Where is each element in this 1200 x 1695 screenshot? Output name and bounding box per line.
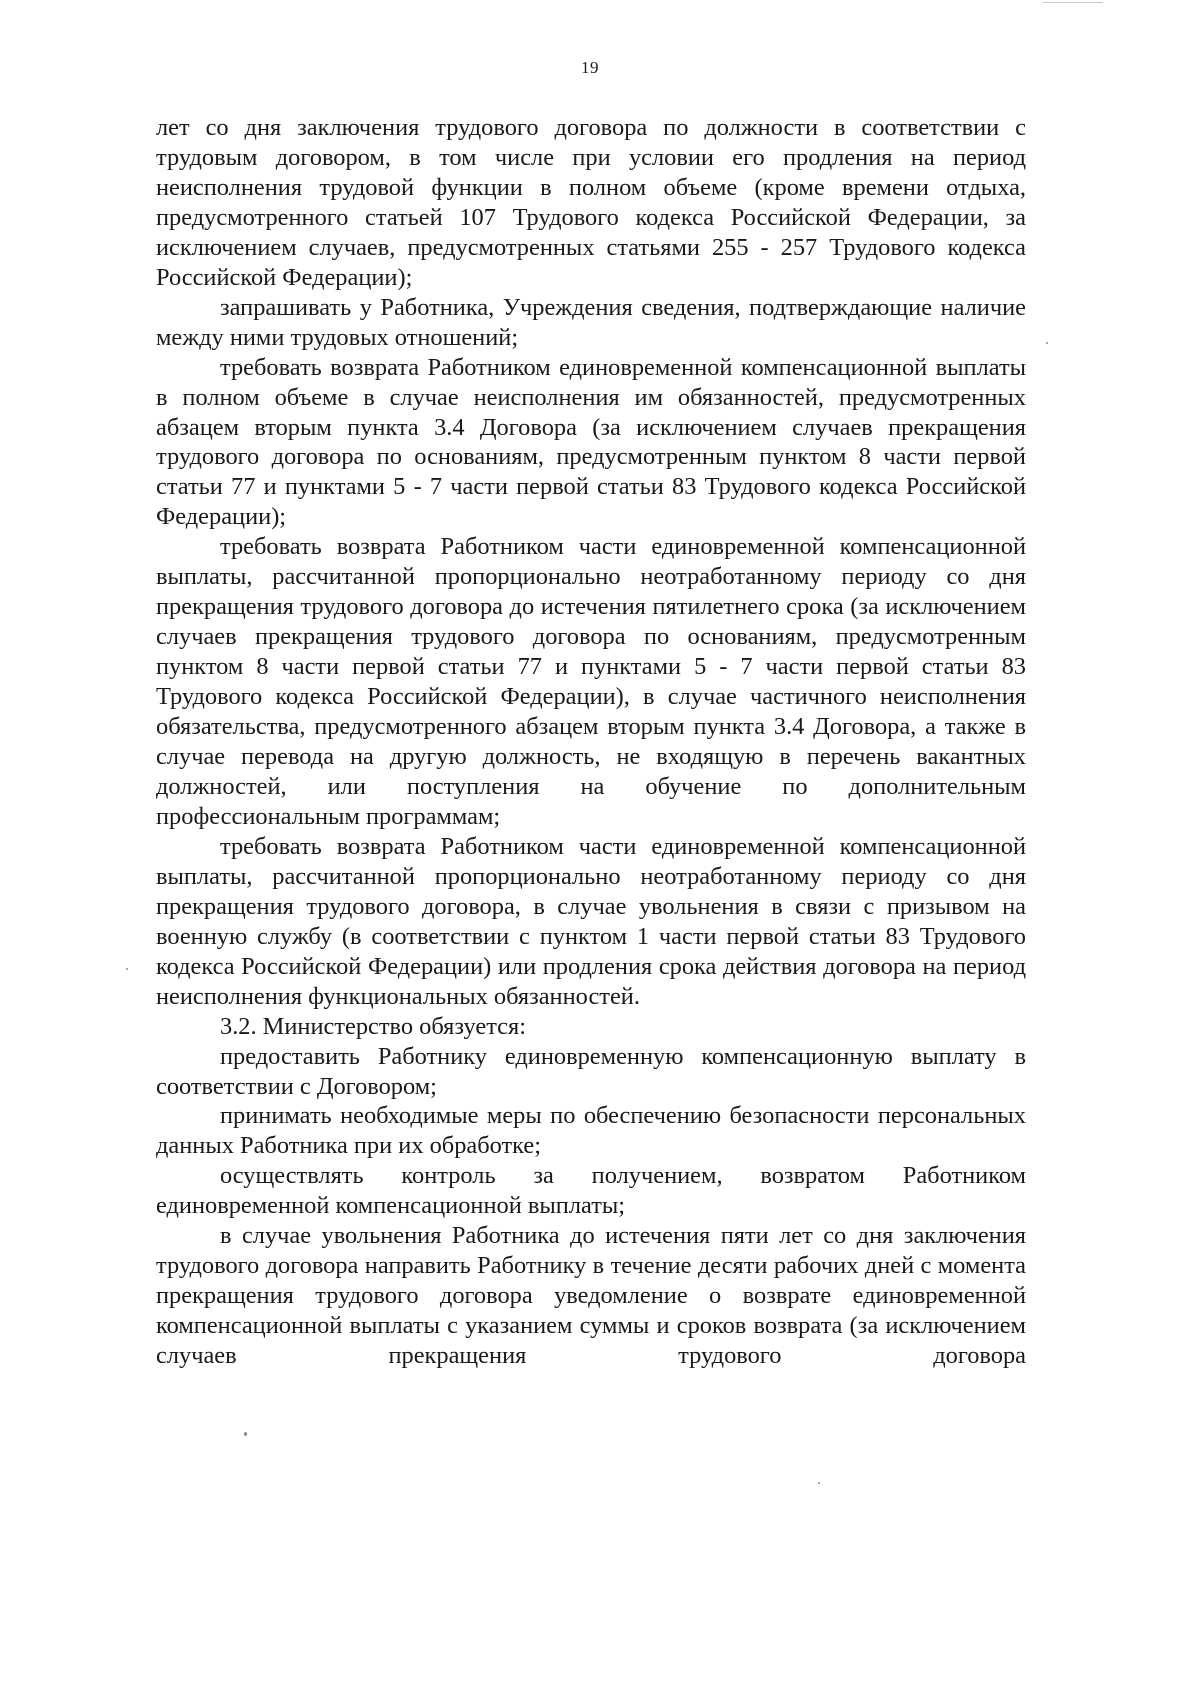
scan-speck	[818, 1482, 820, 1484]
document-body	[156, 113, 1026, 1371]
scan-edge-mark	[1043, 2, 1103, 3]
paragraph-control: осуществлять контроль за получением, возвратом Работником единовременной компенсационной выплаты;	[156, 1162, 1026, 1220]
paragraph-partial-refund-military: требовать возврата Работником части единовременной компенсационной выплаты, рассчитанной пропорционально неотработанному периоду со дня прекращения трудового договора, в случае увольнения в связи с призывом на военную службу (в соответствии с пунктом 1 части первой статьи 83 Трудового кодекса Российской Федерации) или продления срока действия договора на период неисполнения функциональных обязанностей.	[156, 832, 1026, 1010]
paragraph-partial-refund: требовать возврата Работником части единовременной компенсационной выплаты, рассчитанной пропорционально неотработанному периоду со дня прекращения трудового договора до истечения пятилетнего срока (за исключением случаев прекращения трудового договора по основаниям, предусмотренным пунктом 8 части первой статьи 77 и пунктами 5 - 7 части первой статьи 83 Трудового кодекса Российской Федерации), в случае частичного неисполнения обязательства, предусмотренного абзацем вторым пункта 3.4 Договора, а также в случае перевода на другую должность, не входящую в перечень вакантных должностей, или поступления на обучение по дополнительным профессиональным программам;	[156, 533, 1026, 830]
scan-speck	[126, 968, 128, 970]
page-number: 19	[581, 58, 599, 77]
paragraph-continuation: лет со дня заключения трудового договора по должности в соответствии с трудовым договором, в том числе при условии его продления на период неисполнения трудовой функции в полном объеме (кроме времени отдыха, предусмотренного статьей 107 Трудового кодекса Российской Федерации, за исключением случаев, предусмотренных статьями 255 - 257 Трудового кодекса Российской Федерации);	[156, 114, 1026, 291]
scan-speck	[244, 1432, 247, 1436]
paragraph-full-refund: требовать возврата Работником единовременной компенсационной выплаты в полном объеме в случае неисполнения им обязанностей, предусмотренных абзацем вторым пункта 3.4 Договора (за исключением случаев прекращения трудового договора по основаниям, предусмотренным пунктом 8 части первой статьи 77 и пунктами 5 - 7 части первой статьи 83 Трудового кодекса Российской Федерации);	[156, 353, 1026, 531]
section-heading-ministry: 3.2. Министерство обязуется:	[220, 1012, 526, 1040]
scan-speck	[1046, 342, 1048, 344]
paragraph-request-info: запрашивать у Работника, Учреждения сведения, подтверждающие наличие между ними трудовых отношений;	[156, 293, 1026, 351]
paragraph-dismissal-notice: в случае увольнения Работника до истечения пяти лет со дня заключения трудового договора направить Работнику в течение десяти рабочих дней с момента прекращения трудового договора уведомление о возврате единовременной компенсационной выплаты с указанием суммы и сроков возврата (за исключением случаев прекращения трудового договора	[156, 1222, 1026, 1370]
paragraph-data-protection: принимать необходимые меры по обеспечению безопасности персональных данных Работника при их обработке;	[156, 1102, 1026, 1160]
paragraph-provide-payment: предоставить Работнику единовременную компенсационную выплату в соответствии с Договором;	[156, 1042, 1026, 1100]
